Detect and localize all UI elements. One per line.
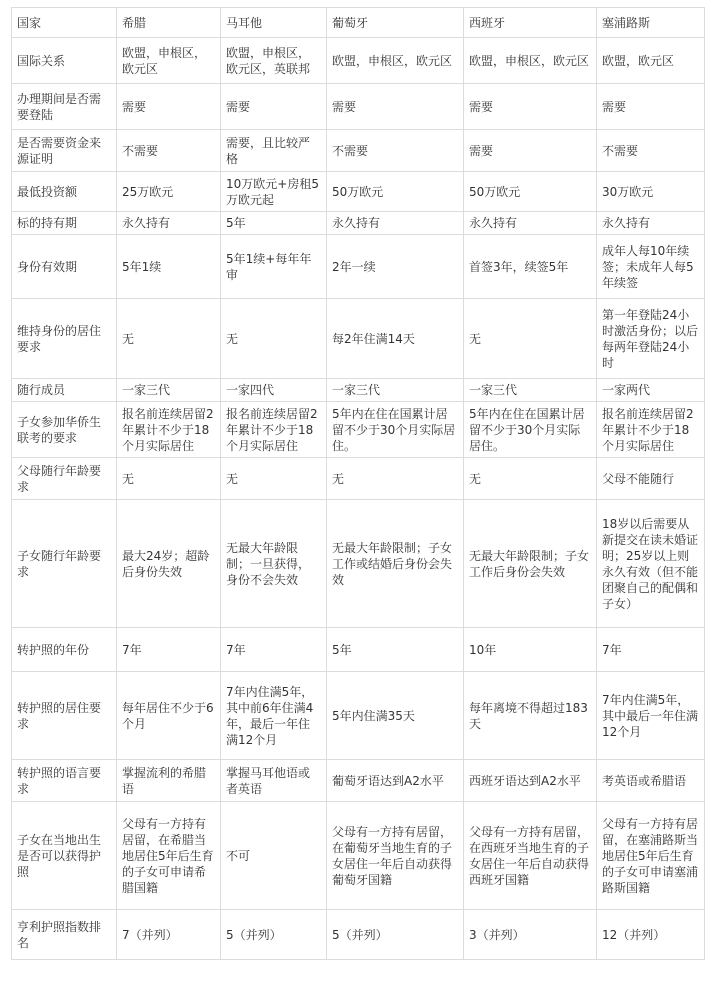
header-cell: 西班牙 [464, 8, 597, 38]
table-row [12, 84, 705, 130]
table-cell: 不可 [221, 802, 327, 910]
table-cell: 葡萄牙语达到A2水平 [327, 760, 464, 802]
header-row [12, 8, 705, 38]
table-row [12, 458, 705, 500]
header-cell: 希腊 [117, 8, 221, 38]
table-row [12, 172, 705, 212]
row-label-cell: 子女参加华侨生联考的要求 [12, 402, 117, 458]
table-cell: 需要 [117, 84, 221, 130]
table-cell: 父母不能随行 [597, 458, 705, 500]
row-label-cell: 是否需要资金来源证明 [12, 130, 117, 172]
row-label-cell: 子女在当地出生是否可以获得护照 [12, 802, 117, 910]
table-cell: 欧盟，申根区，欧元区 [464, 38, 597, 84]
table-cell: 7年 [597, 628, 705, 672]
row-label-cell: 随行成员 [12, 379, 117, 402]
table-cell: 无最大年龄限制；一旦获得，身份不会失效 [221, 500, 327, 628]
table-cell: 需要 [464, 130, 597, 172]
table-cell: 考英语或希腊语 [597, 760, 705, 802]
table-cell: 需要 [464, 84, 597, 130]
table-cell: 5（并列） [327, 910, 464, 960]
table-row [12, 38, 705, 84]
row-label-cell: 标的持有期 [12, 212, 117, 235]
table-cell: 12（并列） [597, 910, 705, 960]
table-cell: 5年 [221, 212, 327, 235]
row-label-cell: 最低投资额 [12, 172, 117, 212]
table-cell: 永久持有 [597, 212, 705, 235]
row-label-cell: 转护照的居住要求 [12, 672, 117, 760]
table-row [12, 212, 705, 235]
table-cell: 无最大年龄限制；子女工作或结婚后身份会失效 [327, 500, 464, 628]
table-cell: 永久持有 [464, 212, 597, 235]
table-cell: 需要 [327, 84, 464, 130]
table-row [12, 910, 705, 960]
table-cell: 无 [327, 458, 464, 500]
row-label-cell: 转护照的语言要求 [12, 760, 117, 802]
table-cell: 25万欧元 [117, 172, 221, 212]
table-cell: 18岁以后需要从新提交在读未婚证明；25岁以上则永久有效（但不能团聚自己的配偶和子女） [597, 500, 705, 628]
header-cell: 国家 [12, 8, 117, 38]
table-row [12, 379, 705, 402]
table-cell: 首签3年，续签5年 [464, 235, 597, 299]
header-cell: 马耳他 [221, 8, 327, 38]
table-cell: 50万欧元 [327, 172, 464, 212]
table-cell: 报名前连续居留2年累计不少于18个月实际居住 [597, 402, 705, 458]
table-cell: 无 [221, 299, 327, 379]
table-cell: 无最大年龄限制；子女工作后身份会失效 [464, 500, 597, 628]
table-cell: 父母有一方持有居留，在塞浦路斯当地居住5年后生育的子女可申请塞浦路斯国籍 [597, 802, 705, 910]
row-label-cell: 身份有效期 [12, 235, 117, 299]
table-cell: 掌握流利的希腊语 [117, 760, 221, 802]
row-label-cell: 亨利护照指数排名 [12, 910, 117, 960]
table-cell: 3（并列） [464, 910, 597, 960]
table-cell: 10年 [464, 628, 597, 672]
table-cell: 5年 [327, 628, 464, 672]
table-cell: 一家四代 [221, 379, 327, 402]
row-label-cell: 国际关系 [12, 38, 117, 84]
table-cell: 父母有一方持有居留，在希腊当地居住5年后生育的子女可申请希腊国籍 [117, 802, 221, 910]
table-cell: 欧盟，欧元区 [597, 38, 705, 84]
table-cell: 成年人每10年续签；未成年人每5年续签 [597, 235, 705, 299]
table-row [12, 802, 705, 910]
table-cell: 每年离境不得超过183天 [464, 672, 597, 760]
table-cell: 50万欧元 [464, 172, 597, 212]
table-cell: 永久持有 [327, 212, 464, 235]
table-cell: 不需要 [597, 130, 705, 172]
table-row [12, 402, 705, 458]
table-cell: 7年内住满5年，其中最后一年住满12个月 [597, 672, 705, 760]
table-cell: 无 [221, 458, 327, 500]
row-label-cell: 子女随行年龄要求 [12, 500, 117, 628]
table-row [12, 628, 705, 672]
table-cell: 需要，且比较严格 [221, 130, 327, 172]
table-cell: 第一年登陆24小时激活身份；以后每两年登陆24小时 [597, 299, 705, 379]
header-cell: 塞浦路斯 [597, 8, 705, 38]
table-cell: 7年 [117, 628, 221, 672]
table-cell: 10万欧元+房租5万欧元起 [221, 172, 327, 212]
table-row [12, 235, 705, 299]
table-cell: 每年居住不少于6个月 [117, 672, 221, 760]
table-cell: 5年内在住在国累计居留不少于30个月实际居住。 [327, 402, 464, 458]
table-cell: 2年一续 [327, 235, 464, 299]
table-cell: 父母有一方持有居留，在西班牙当地生育的子女居住一年后自动获得西班牙国籍 [464, 802, 597, 910]
table-row [12, 672, 705, 760]
table-row [12, 760, 705, 802]
table-cell: 无 [117, 299, 221, 379]
row-label-cell: 维持身份的居住要求 [12, 299, 117, 379]
table-row [12, 500, 705, 628]
table-cell: 掌握马耳他语或者英语 [221, 760, 327, 802]
table-cell: 需要 [597, 84, 705, 130]
table-cell: 5年1续+每年年审 [221, 235, 327, 299]
table-cell: 欧盟，申根区，欧元区 [327, 38, 464, 84]
table-cell: 需要 [221, 84, 327, 130]
table-cell: 不需要 [117, 130, 221, 172]
table-cell: 一家三代 [327, 379, 464, 402]
table-cell: 无 [464, 458, 597, 500]
table-cell: 5年1续 [117, 235, 221, 299]
table-cell: 欧盟，申根区，欧元区，英联邦 [221, 38, 327, 84]
table-cell: 父母有一方持有居留，在葡萄牙当地生育的子女居住一年后自动获得葡萄牙国籍 [327, 802, 464, 910]
table-cell: 5（并列） [221, 910, 327, 960]
row-label-cell: 办理期间是否需要登陆 [12, 84, 117, 130]
table-cell: 7（并列） [117, 910, 221, 960]
table-cell: 最大24岁；超龄后身份失效 [117, 500, 221, 628]
header-cell: 葡萄牙 [327, 8, 464, 38]
table-cell: 不需要 [327, 130, 464, 172]
table-cell: 一家两代 [597, 379, 705, 402]
table-cell: 无 [464, 299, 597, 379]
table-cell: 7年 [221, 628, 327, 672]
table-cell: 一家三代 [117, 379, 221, 402]
table-cell: 西班牙语达到A2水平 [464, 760, 597, 802]
table-cell: 7年内住满5年，其中前6年住满4年，最后一年住满12个月 [221, 672, 327, 760]
table-cell: 5年内住满35天 [327, 672, 464, 760]
table-cell: 每2年住满14天 [327, 299, 464, 379]
table-cell: 永久持有 [117, 212, 221, 235]
comparison-table [11, 7, 705, 960]
row-label-cell: 转护照的年份 [12, 628, 117, 672]
table-cell: 报名前连续居留2年累计不少于18个月实际居住 [221, 402, 327, 458]
table-cell: 欧盟，申根区，欧元区 [117, 38, 221, 84]
table-cell: 报名前连续居留2年累计不少于18个月实际居住 [117, 402, 221, 458]
row-label-cell: 父母随行年龄要求 [12, 458, 117, 500]
table-cell: 一家三代 [464, 379, 597, 402]
table-row [12, 130, 705, 172]
table-cell: 5年内在住在国累计居留不少于30个月实际居住。 [464, 402, 597, 458]
table-row [12, 299, 705, 379]
table-cell: 无 [117, 458, 221, 500]
table-cell: 30万欧元 [597, 172, 705, 212]
